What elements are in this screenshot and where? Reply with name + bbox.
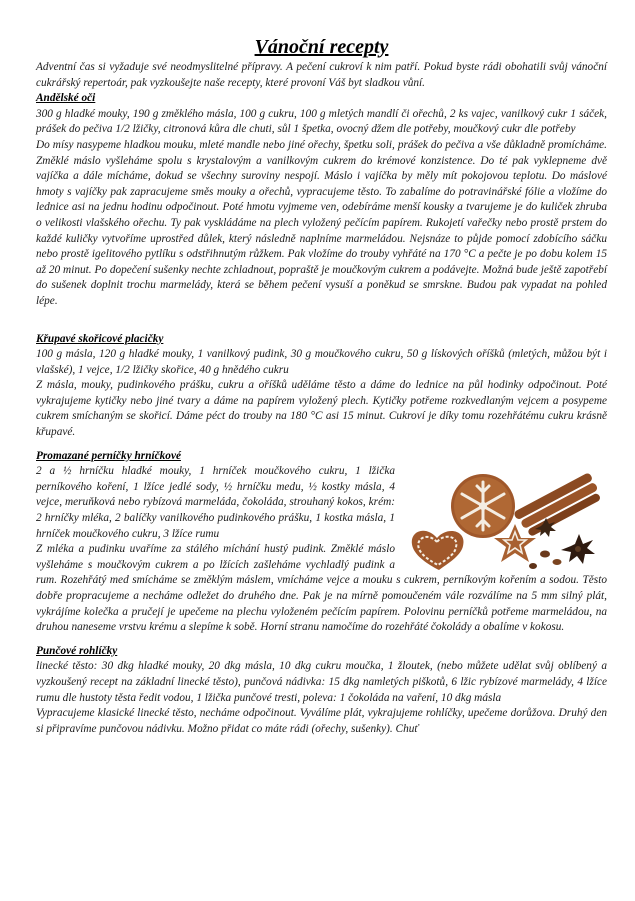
recipe-heading: Punčové rohlíčky xyxy=(36,644,118,657)
recipe-ingredients: 2 a ½ hrníčku hladké mouky, 1 hrníček moučkového cukru, 1 lžička perníkového koření, 1 lžíce jedlé sody, ½ hrníčku medu, ½ kostky másla, 4 vejce, meruňková nebo rybízová marmeláda, čokoláda, strouhaný kokos, krém: 2 hrníčky mléka, 2 balíčky vanilkového pudinkového prášku, 1 kostka másla, 1 hrníček moučkového cukru, 3 lžíce rumu xyxy=(36,465,395,540)
recipe-section-krupave-skoricove-placicky xyxy=(36,332,607,441)
recipe-heading: Křupavé skořicové placičky xyxy=(36,332,164,345)
recipe-method: Z mléka a pudinku uvaříme za stálého míchání hustý pudink. Změklé máslo vyšleháme s moučkovým cukrem a po lžících zašleháme vychladlý pudink a rum. Rozehřátý med smícháme se změklým máslem, vmícháme vejce a mouku s cukrem, perníkovým kořením a sodou. Těsto dobře propracujeme a necháme odležet do druhého dne. Pak je na mírně pomoučeném vále rozválíme na 5 mm silný plát, vykrájíme kolečka a pručejí je upečeme na plechu vyloženém pečícím papírem. Polovinu perníčků potřeme marmeládou, na druhou naneseme vrstvu krému a slepíme k sobě. Horní stranu namočíme do rozehřáté čokolády a obalíme v kokosu. xyxy=(36,543,607,634)
recipe-ingredients: linecké těsto: 30 dkg hladké mouky, 20 dkg másla, 10 dkg cukru moučka, 1 žloutek, (nebo můžete udělat svůj oblíbený a vyzkoušený recept na základní linecké těsto), punčová nádivka: 15 dkg namletých piškotů, 6 lžic rybízové marmelády, 4 lžíce rumu dle hustoty těsta ředit vodou, 1 lžička punčové tresti, poleva: 1 čokoláda na vaření, 10 dkg másla xyxy=(36,660,607,704)
page-title: Vánoční recepty xyxy=(254,36,389,58)
gingerbread-cookies-cinnamon-star-anise-icon xyxy=(405,466,607,572)
recipe-ingredients: 100 g másla, 120 g hladké mouky, 1 vanilkový pudink, 30 g moučkového cukru, 50 g lískových oříšků (mletých, můžou být i vlašské), 1 vejce, 1/2 lžičky skořice, 40 g hnědého cukru xyxy=(36,348,607,376)
recipe-method: Do mísy nasypeme hladkou mouku, mleté mandle nebo jiné ořechy, špetku soli, prášek do pečiva a vše důkladně promícháme. Změklé máslo vyšleháme spolu s krystalovým a vanilkovým cukrem do krémové konzistence. Do té pak vyklepneme dvě vajíčka a dále mícháme, dokud se všechny suroviny nespojí. Máslo i vajíčka by měly mít pokojovou teplotu. Do máslové hmoty s vajíčky pak zapracujeme směs mouky a ořechů, vypracujeme těsto. To zabalíme do potravinářské fólie a vložíme do lednice asi na jednu hodinu odpočinout. Poté hmotu vyjmeme ven, odebíráme menší kousky a tvarujeme je do kuliček zhruba o velikosti vlašského ořechu. Ty pak vyskládáme na plech vyložený pečícím papírem. Rukojetí vařečky nebo prostě prstem do každé kuličky vytvoříme uprostřed důlek, který následně naplníme marmeládou. Nejsnáze to půjde pomocí zdobícího sáčku nebo prostě igelitového pytlíku s odstřihnutým růžkem. Pak vložíme do trouby vyhřáté na 170 °C a pečte je po dobu kolem 15 až 20 minut. Po dopečení sušenky nechte zchladnout, popraště je moučkovým cukrem a podávejte. Možná bude ještě zapotřebí do sušenek doplnit trochu marmelády, která se během pečení vysuší a poněkud se smrskne. Budou pak vypadat na pohled lépe. xyxy=(36,138,607,307)
recipe-method: Z másla, mouky, pudinkového prášku, cukru a oříšků uděláme těsto a dáme do lednice na půl hodinky odpočinout. Poté vykrajujeme kytičky nebo jiné tvary a dáme na papírem vyložený plech. Kytičky potřeme rozkvedlaným vejcem a posypeme cukrem smíchaným se skořicí. Dáme péct do trouby na 180 °C asi 15 minut. Cukroví je díky tomu rozehřátému cukru krásně křupavé. xyxy=(36,379,607,439)
intro-paragraph: Adventní čas si vyžaduje své neodmyslitelné přípravy. A pečení cukroví k nim patří. Pokud byste rádi obohatili svůj vánoční cukrářský repertoár, pak vyzkoušejte naše recepty, které provoní Váš byt sladkou vůní. xyxy=(36,61,607,89)
recipe-heading: Andělské oči xyxy=(36,92,96,105)
recipe-ingredients: 300 g hladké mouky, 190 g změklého másla, 100 g cukru, 100 g mletých mandlí či ořechů, 2 ks vajec, vanilkový cukr 1 sáček, prášek do pečiva 1/2 lžičky, citronová kůra dle chuti, sůl 1 špetka, ovocný džem dle potřeby, moučkový cukr dle potřeby xyxy=(36,107,607,136)
recipe-section-puncove-rohlicky xyxy=(36,644,607,738)
recipe-section-andelske-oci xyxy=(36,91,607,309)
recipe-heading: Promazané perníčky hrníčkové xyxy=(36,449,181,462)
recipe-section-promazane-pernicky xyxy=(36,449,607,636)
recipe-method: Vypracujeme klasické linecké těsto, necháme odpočinout. Vyválíme plát, vykrajujeme rohlíčky, upečeme dorůžova. Druhý den si připravíme punčovou nádivku. Možno přidat co máte rádi (ořechy, sušenky). Chuť xyxy=(36,707,607,735)
